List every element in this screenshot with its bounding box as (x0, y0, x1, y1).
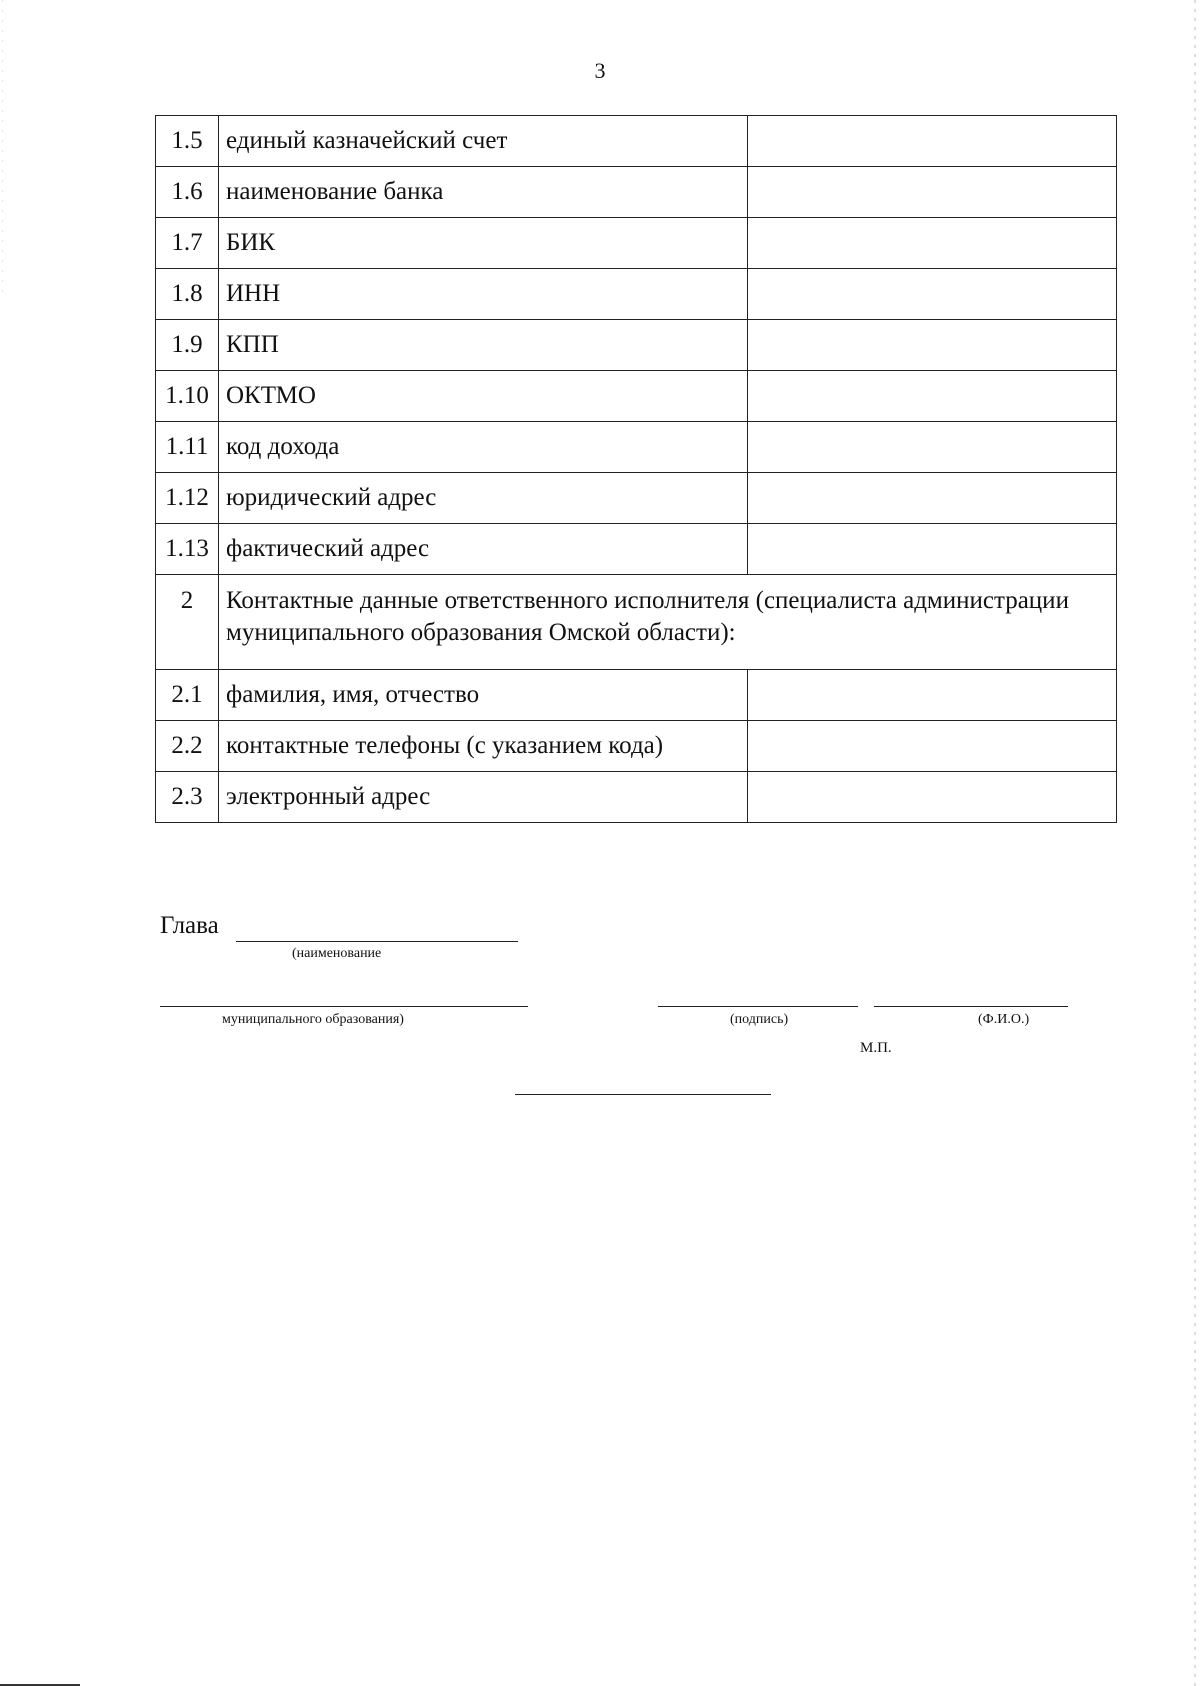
row-value-cell[interactable] (748, 371, 1117, 422)
row-label: КПП (219, 320, 748, 371)
row-value-cell[interactable] (748, 218, 1117, 269)
row-label: фамилия, имя, отчество (219, 670, 748, 721)
section-number: 2 (156, 575, 219, 670)
page-number: 3 (594, 58, 606, 83)
row-value-cell[interactable] (748, 524, 1117, 575)
row-value-cell[interactable] (748, 772, 1117, 823)
table-row (156, 167, 1117, 218)
row-number: 1.11 (156, 422, 219, 473)
row-label: наименование банка (219, 167, 748, 218)
table-row (156, 524, 1117, 575)
row-number: 1.7 (156, 218, 219, 269)
table-row (156, 116, 1117, 167)
municipality-caption: муниципального образования) (222, 1012, 404, 1027)
row-value-cell[interactable] (748, 721, 1117, 772)
row-label: ИНН (219, 269, 748, 320)
row-label: фактический адрес (219, 524, 748, 575)
row-number: 1.13 (156, 524, 219, 575)
row-value-cell[interactable] (748, 670, 1117, 721)
scan-edge-artifact (1194, 0, 1196, 1686)
closing-line (515, 1094, 771, 1095)
table-row (156, 772, 1117, 823)
table-row (156, 269, 1117, 320)
row-label: юридический адрес (219, 473, 748, 524)
row-label: электронный адрес (219, 772, 748, 823)
row-value-cell[interactable] (748, 116, 1117, 167)
row-number: 2.3 (156, 772, 219, 823)
stamp-label: М.П. (860, 1040, 892, 1056)
row-number: 1.5 (156, 116, 219, 167)
fio-line[interactable] (874, 1006, 1068, 1007)
row-value-cell[interactable] (748, 422, 1117, 473)
row-number: 1.6 (156, 167, 219, 218)
table-row (156, 473, 1117, 524)
municipality-line[interactable] (160, 1006, 528, 1007)
row-value-cell[interactable] (748, 473, 1117, 524)
details-table (155, 115, 1117, 823)
signature-line[interactable] (658, 1006, 858, 1007)
signature-caption: (подпись) (730, 1012, 789, 1027)
row-number: 1.8 (156, 269, 219, 320)
row-value-cell[interactable] (748, 167, 1117, 218)
table-row (156, 320, 1117, 371)
row-value-cell[interactable] (748, 320, 1117, 371)
naming-caption: (наименование (292, 946, 382, 961)
head-title-line[interactable] (236, 941, 518, 942)
table-row (156, 371, 1117, 422)
row-label: единый казначейский счет (219, 116, 748, 167)
head-label: Глава (160, 912, 219, 939)
section-row (156, 575, 1117, 670)
row-number: 1.9 (156, 320, 219, 371)
fio-caption: (Ф.И.О.) (978, 1012, 1030, 1027)
row-number: 1.10 (156, 371, 219, 422)
row-label: контактные телефоны (с указанием кода) (219, 721, 748, 772)
table-row (156, 721, 1117, 772)
row-label: код дохода (219, 422, 748, 473)
row-label: БИК (219, 218, 748, 269)
table-row (156, 218, 1117, 269)
table-row (156, 670, 1117, 721)
row-number: 1.12 (156, 473, 219, 524)
table-row (156, 422, 1117, 473)
section-heading: Контактные данные ответственного исполнителя (специалиста администрации муниципального образования Омской области): (219, 575, 1117, 670)
scan-edge-artifact-left (2, 0, 3, 300)
row-value-cell[interactable] (748, 269, 1117, 320)
row-label: ОКТМО (219, 371, 748, 422)
row-number: 2.1 (156, 670, 219, 721)
row-number: 2.2 (156, 721, 219, 772)
